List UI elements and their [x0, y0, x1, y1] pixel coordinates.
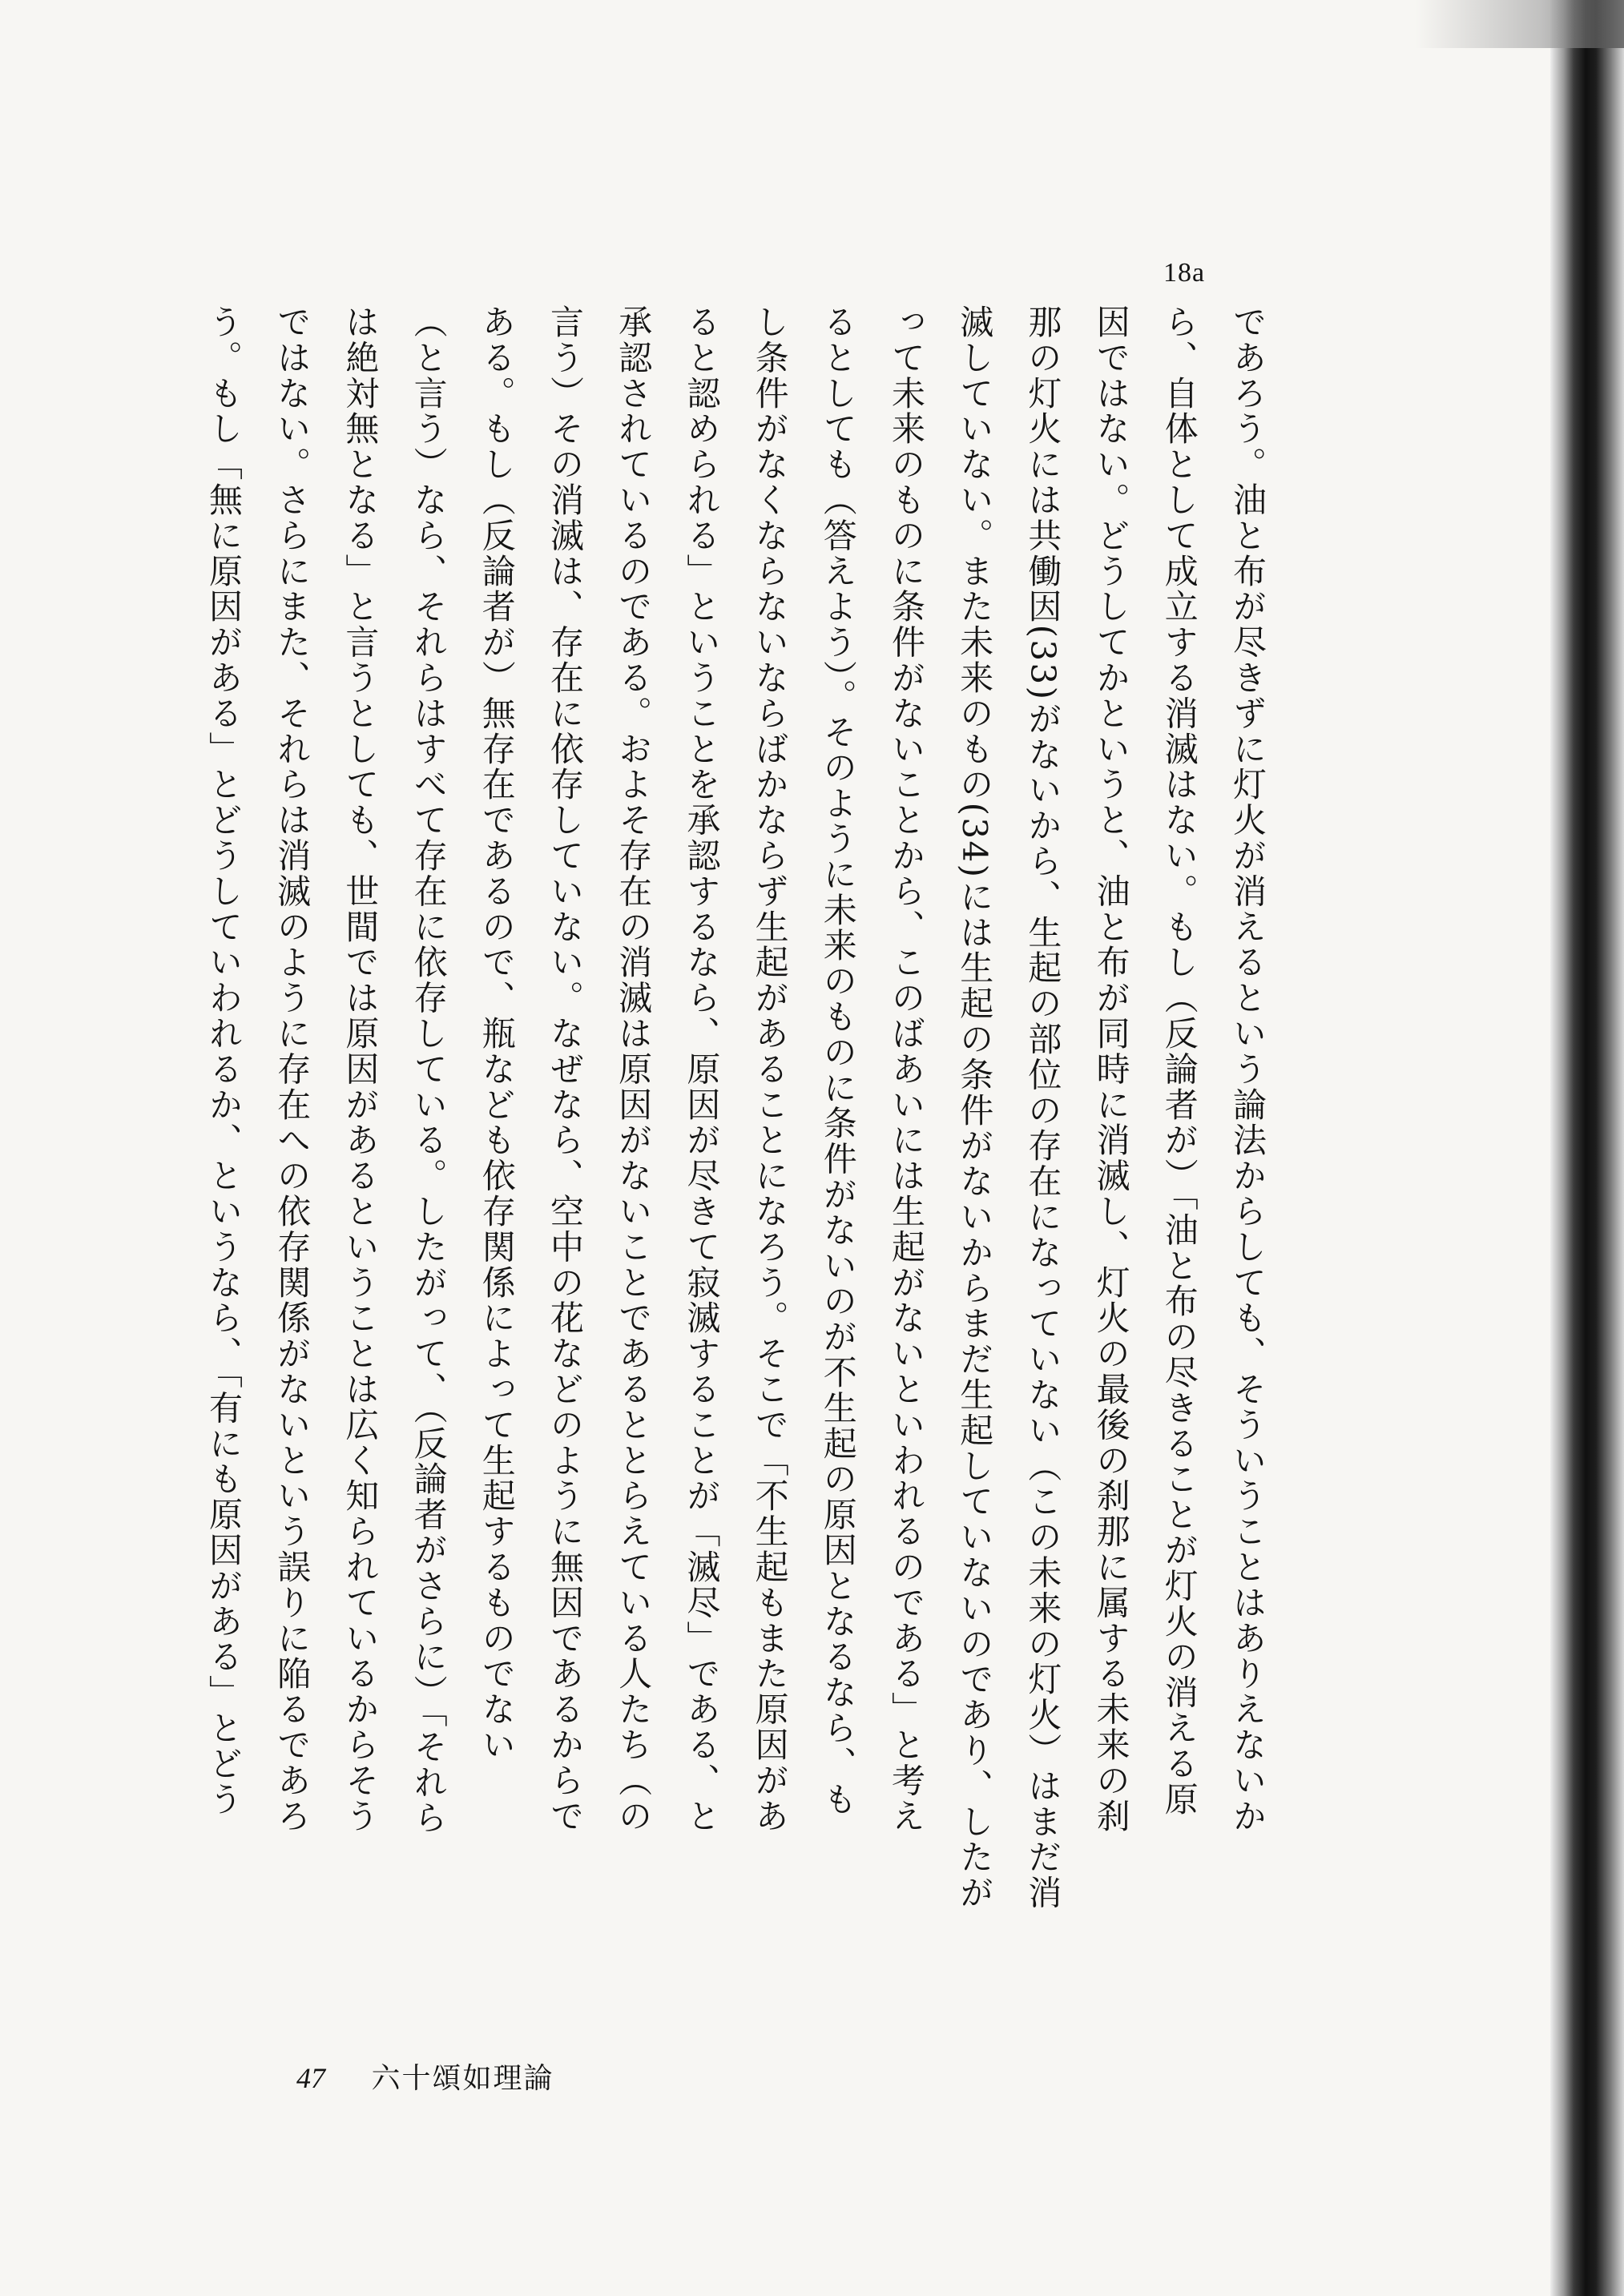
text-line: 那の灯火には共働因(33)がないから、生起の部位の存在になっていない（この未来の灯火）はまだ消	[1023, 304, 1063, 1911]
text-line: 承認されているのである。およそ存在の消滅は原因がないことであるととらえている人たち（の	[614, 304, 654, 1835]
text-line: るとしても（答えよう）。そのように未来のものに条件がないのが不生起の原因となるなら、も	[818, 304, 858, 1818]
page-footer	[296, 2056, 554, 2097]
text-line: 言う）その消滅は、存在に依存していない。なぜなら、空中の花などのように無因であるからで	[545, 304, 585, 1835]
text-line: ある。もし（反論者が）無存在であるので、瓶なども依存関係によって生起するものでない	[477, 304, 517, 1763]
text-line: は絶対無となる」と言うとしても、世間では原因があるということは広く知られているからそう	[341, 304, 381, 1835]
text-line: であろう。油と布が尽きずに灯火が消えるという論法からしても、そういうことはありえないか	[1228, 304, 1267, 1835]
text-line: う。もし「無に原因がある」とどうしていわれるか、というなら、「有にも原因がある」とどう	[204, 304, 244, 1818]
text-line: ではない。さらにまた、それらは消滅のように存在への依存関係がないという誤りに陥るであろ	[272, 304, 312, 1835]
page-number: 47	[296, 2062, 325, 2094]
text-line: って未来のものに条件がないことから、このばあいには生起がないといわれるのである」と考え	[886, 304, 926, 1835]
folio-marker: 18a	[1163, 258, 1206, 288]
text-line: （と言う）なら、それらはすべて存在に依存している。したがって、（反論者がさらに）「それら	[409, 304, 449, 1836]
main-text-column	[204, 304, 1282, 1923]
binding-shadow	[1550, 0, 1624, 2296]
text-line: ら、自体として成立する消滅はない。もし（反論者が）「油と布の尽きることが灯火の消える原	[1159, 304, 1199, 1818]
scan-edge-shadow	[1416, 0, 1624, 48]
text-line: 因ではない。どうしてかというと、油と布が同時に消滅し、灯火の最後の刹那に属する未来の刹	[1091, 304, 1131, 1835]
text-line: ると認められる」ということを承認するなら、原因が尽きて寂滅することが「滅尽」である、と	[682, 304, 722, 1835]
running-title: 六十頌如理論	[371, 2062, 554, 2095]
text-line: し条件がなくならないならばかならず生起があることになろう。そこで「不生起もまた原因があ	[750, 304, 790, 1835]
text-line: 滅していない。また未来のもの(34)には生起の条件がないからまだ生起していないのであり、したが	[955, 304, 995, 1911]
